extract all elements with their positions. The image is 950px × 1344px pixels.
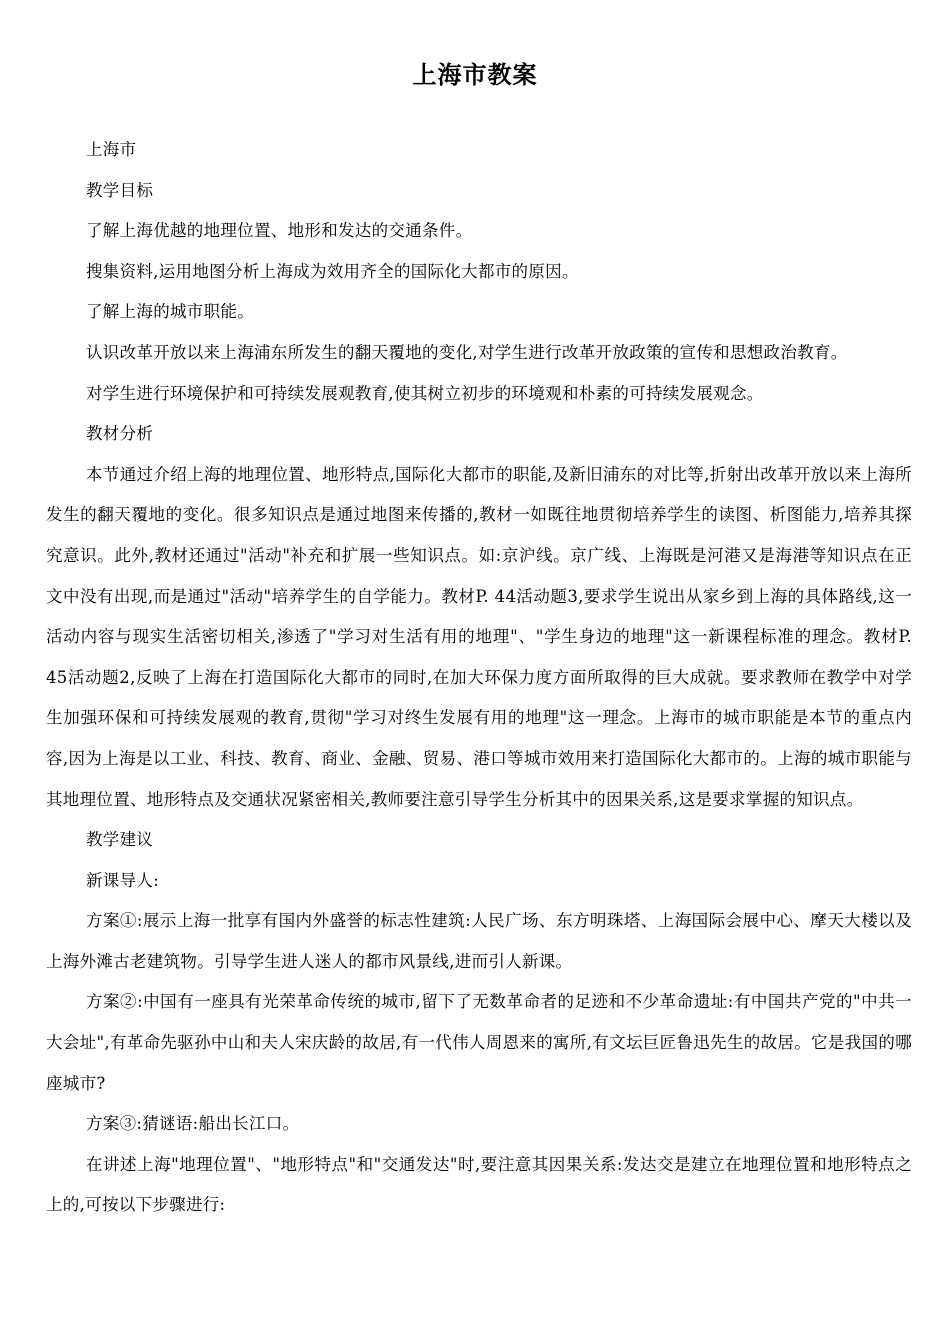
paragraph-lesson-intro: 新课导人: bbox=[86, 870, 160, 890]
paragraph-objective-2: 搜集资料,运用地图分析上海成为效用齐全的国际化大都市的原因。 bbox=[86, 261, 579, 281]
paragraph-objective-1: 了解上海优越的地理位置、地形和发达的交通条件。 bbox=[86, 221, 473, 241]
page-title: 上海市教案 bbox=[412, 61, 538, 89]
paragraph-objective-4: 认识改革开放以来上海浦东所发生的翻天覆地的变化,对学生进行改革开放政策的宣传和思想政治教育。 bbox=[86, 342, 848, 362]
document-body bbox=[46, 130, 912, 1226]
paragraph-heading-suggestions: 教学建议 bbox=[86, 830, 154, 850]
paragraph-heading-objectives: 教学目标 bbox=[86, 180, 154, 200]
paragraph-heading-city: 上海市 bbox=[86, 140, 137, 159]
paragraph-plan-1: 方案①:展示上海一批享有国内外盛誉的标志性建筑:人民广场、东方明珠塔、上海国际会展中心、摩天大楼以及上海外滩古老建筑物。引导学生进人迷人的都市风景线,进而引人新课。 bbox=[46, 911, 912, 971]
paragraph-analysis-body: 本节通过介绍上海的地理位置、地形特点,国际化大都市的职能,及新旧浦东的对比等,折射出改革开放以来上海所发生的翻天覆地的变化。很多知识点是通过地图来传播的,教材一如既往地贯彻培养学生的读图、析图能力,培养其探究意识。此外,教材还通过"活动"补充和扩展一些知识点。如:京沪线。京广线、上海既是河港又是海港等知识点在正文中没有出现,而是通过"活动"培养学生的自学能力。教材P. 44活动题3,要求学生说出从家乡到上海的具体路线,这一活动内容与现实生活密切相关,渗透了"学习对生活有用的地理"、"学生身边的地理"这一新课程标准的理念。教材P. 45活动题2,反映了上海在打造国际化大都市的同时,在加大环保力度方面所取得的巨大成就。要求教师在教学中对学生加强环保和可持续发展观的教育,贯彻"学习对终生发展有用的地理"这一理念。上海市的城市职能是本节的重点内容,因为上海是以工业、科技、教育、商业、金融、贸易、港口等城市效用来打造国际化大都市的。上海的城市职能与其地理位置、地形特点及交通状况紧密相关,教师要注意引导学生分析其中的因果关系,这是要求掌握的知识点。 bbox=[46, 464, 912, 809]
paragraph-objective-5: 对学生进行环境保护和可持续发展观教育,使其树立初步的环境观和朴素的可持续发展观念。 bbox=[86, 383, 764, 403]
paragraph-objective-3: 了解上海的城市职能。 bbox=[86, 302, 254, 322]
paragraph-plan-3: 方案③:猜谜语:船出长江口。 bbox=[86, 1114, 300, 1134]
paragraph-plan-2: 方案②:中国有一座具有光荣革命传统的城市,留下了无数革命者的足迹和不少革命遗址:有中国共产党的"中共一大会址",有革命先驱孙中山和夫人宋庆龄的故居,有一代伟人周恩来的寓所,有文坛巨匠鲁迅先生的故居。它是我国的哪座城市? bbox=[46, 992, 912, 1093]
paragraph-heading-analysis: 教材分析 bbox=[86, 424, 154, 444]
paragraph-steps-intro: 在讲述上海"地理位置"、"地形特点"和"交通发达"时,要注意其因果关系:发达交是建立在地理位置和地形特点之上的,可按以下步骤进行: bbox=[46, 1154, 912, 1215]
